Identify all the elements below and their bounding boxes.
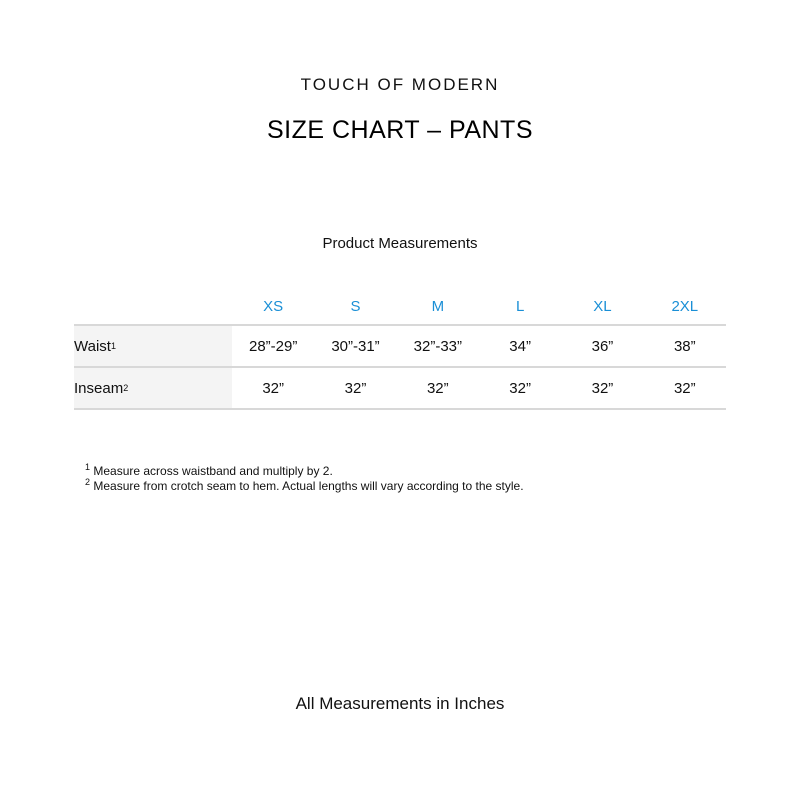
table-cell: 30”-31” xyxy=(331,337,380,355)
table-row-waist xyxy=(74,324,726,366)
size-header-xl: XL xyxy=(593,297,612,315)
table-cell: 38” xyxy=(673,337,696,355)
row-label-waist: Waist 1 xyxy=(74,326,232,366)
footnote-2 xyxy=(85,479,524,494)
size-header-l: L xyxy=(515,297,525,315)
row-label-text: Inseam xyxy=(74,379,124,397)
footnote-marker: 1 xyxy=(85,462,91,472)
table-cell: 36” xyxy=(591,337,614,355)
size-header-m: M xyxy=(431,297,445,315)
size-table xyxy=(74,288,726,410)
table-row-inseam xyxy=(74,366,726,410)
table-cell: 32” xyxy=(509,379,531,397)
row-label-inseam: Inseam 2 xyxy=(74,368,232,408)
size-header-xs: XS xyxy=(263,297,284,315)
table-cell: 32” xyxy=(262,379,284,397)
row-label-text: Waist xyxy=(74,337,111,355)
table-cell: 32” xyxy=(673,379,696,397)
footnote-text: Measure from crotch seam to hem. Actual lengths will vary according to the style. xyxy=(93,479,524,493)
footnote-1 xyxy=(85,464,524,479)
page-title: SIZE CHART – PANTS xyxy=(266,116,533,144)
header-corner xyxy=(74,288,232,324)
table-cell: 32” xyxy=(426,379,449,397)
table-cell: 28”-29” xyxy=(248,337,298,355)
section-subtitle: Product Measurements xyxy=(322,235,478,252)
footnote-text: Measure across waistband and multiply by 2. xyxy=(93,464,333,478)
footnote-marker: 2 xyxy=(85,477,91,487)
table-cell: 32” xyxy=(591,379,614,397)
table-cell: 32” xyxy=(344,379,367,397)
table-cell: 34” xyxy=(509,337,531,355)
size-header-row xyxy=(74,288,726,324)
brand-logo: TOUCH OF MODERN xyxy=(300,75,500,94)
units-footer: All Measurements in Inches xyxy=(295,694,505,713)
size-header-s: S xyxy=(350,297,361,315)
size-header-2xl: 2XL xyxy=(671,297,699,315)
table-cell: 32”-33” xyxy=(413,337,462,355)
footnotes xyxy=(85,464,524,494)
